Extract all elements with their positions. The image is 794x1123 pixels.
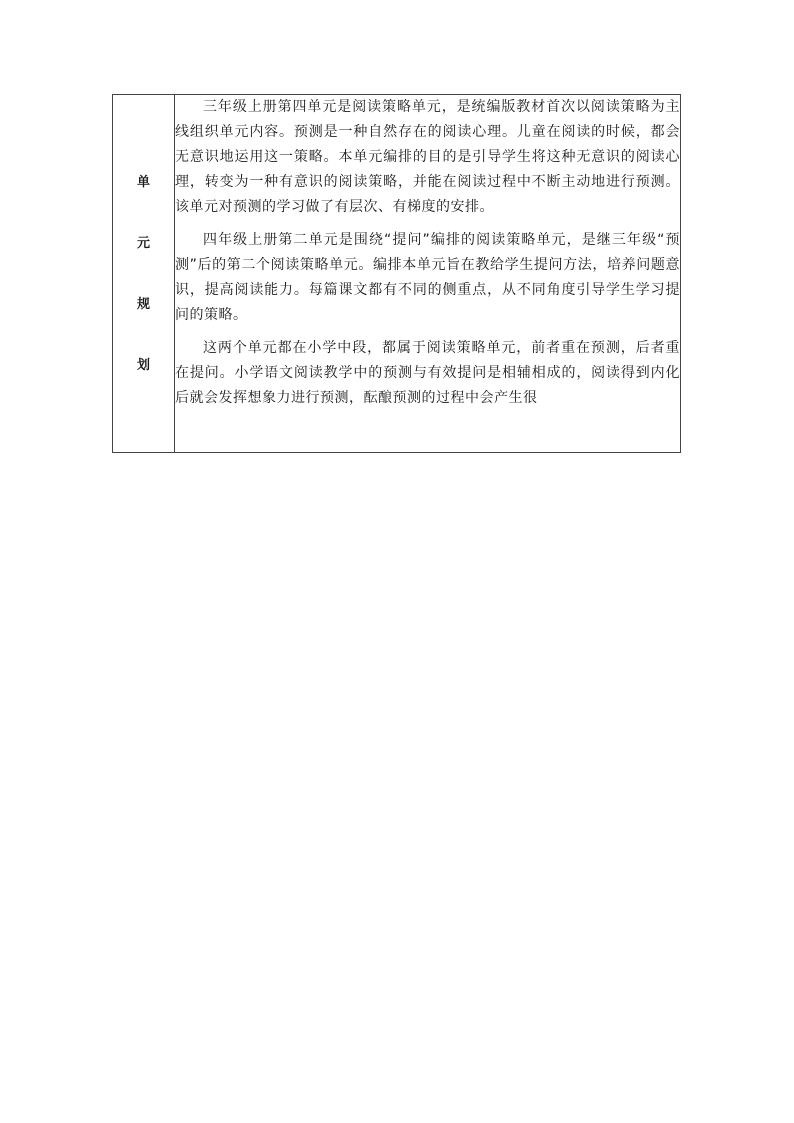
paragraph-grade3-prediction: 三年级上册第四单元是阅读策略单元，是统编版教材首次以阅读策略为主线组织单元内容。预测是一种自然存在的阅读心理。儿童在阅读的时候，都会无意识地运用这一策略。本单元编排的目的是引导学生将这种无意识的阅读心理，转变为一种有意识的阅读策略，并能在阅读过程中不断主动地进行预测。该单元对预测的学习做了有层次、有梯度的安排。 <box>175 99 680 215</box>
label-char: 单 <box>136 174 150 190</box>
label-char: 规 <box>136 296 150 312</box>
vertical-label <box>113 95 174 452</box>
unit-plan-content-cell <box>175 95 681 453</box>
paragraph-grade4-questioning: 四年级上册第二单元是围绕“提问”编排的阅读策略单元，是继三年级“预测”后的第二个阅读策略单元。编排本单元旨在教给学生提问方法，培养问题意识，提高阅读能力。每篇课文都有不同的侧重点，从不同角度引导学生学习提问的策略。 <box>175 232 680 323</box>
label-char: 划 <box>136 357 150 373</box>
label-char: 元 <box>136 235 150 251</box>
table-row <box>113 95 681 453</box>
unit-plan-label-cell <box>113 95 175 453</box>
paragraph-comparison: 这两个单元都在小学中段，都属于阅读策略单元，前者重在预测，后者重在提问。小学语文阅读教学中的预测与有效提问是相辅相成的，阅读得到内化后就会发挥想象力进行预测，酝酿预测的过程中会产生很 <box>175 340 680 406</box>
unit-plan-table <box>112 94 681 453</box>
